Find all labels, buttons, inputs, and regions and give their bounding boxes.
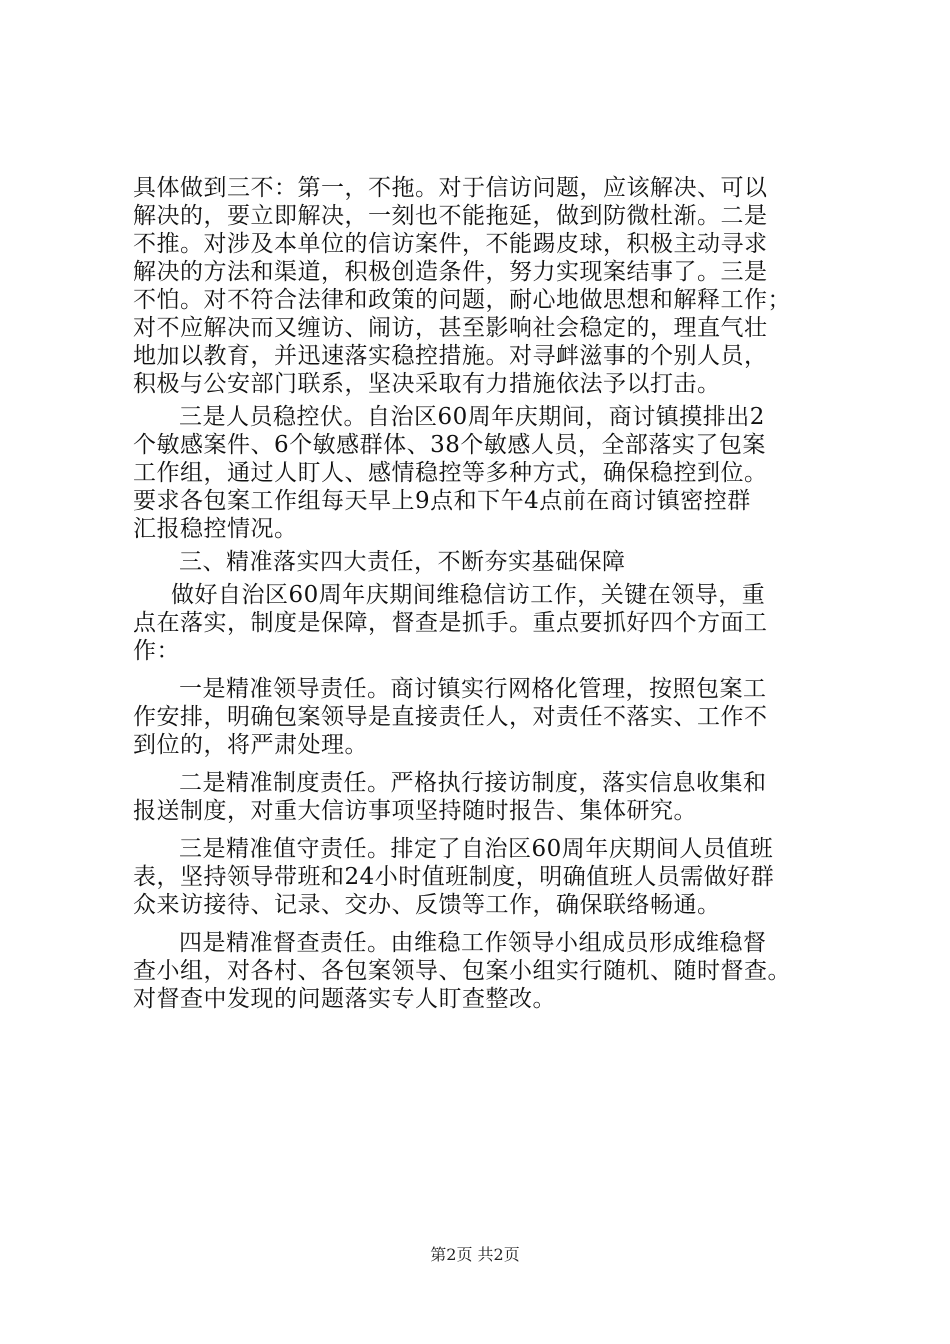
- paragraph-line: 汇报稳控情况。: [133, 516, 298, 542]
- paragraph-line: 作安排，明确包案领导是直接责任人，对责任不落实、工作不: [133, 704, 768, 730]
- paragraph-line: 到位的，将严肃处理。: [133, 732, 368, 758]
- paragraph-line: 二是精准制度责任。严格执行接访制度，落实信息收集和: [179, 770, 767, 796]
- paragraph-line: 众来访接待、记录、交办、反馈等工作，确保联络畅通。: [133, 892, 721, 918]
- document-body: [133, 174, 849, 1013]
- paragraph-line: 点在落实，制度是保障，督查是抓手。重点要抓好四个方面工: [133, 610, 768, 636]
- paragraph-line: 地加以教育，并迅速落实稳控措施。对寻衅滋事的个别人员，: [133, 343, 768, 369]
- paragraph-line: 工作组，通过人盯人、感情稳控等多种方式，确保稳控到位。: [133, 460, 768, 486]
- paragraph-line: 做好自治区60周年庆期间维稳信访工作，关键在领导，重: [171, 582, 766, 608]
- paragraph-line: 三是人员稳控伏。自治区60周年庆期间，商讨镇摸排出2: [179, 404, 765, 430]
- paragraph-line: 解决的方法和渠道，积极创造条件，努力实现案结事了。三是: [133, 259, 768, 285]
- paragraph-line: 三是精准值守责任。排定了自治区60周年庆期间人员值班: [179, 836, 774, 862]
- paragraph-line: 积极与公安部门联系，坚决采取有力措施依法予以打击。: [133, 371, 721, 397]
- section-heading: 三、精准落实四大责任，不断夯实基础保障: [179, 549, 626, 575]
- paragraph-line: 四是精准督查责任。由维稳工作领导小组成员形成维稳督: [179, 930, 767, 956]
- paragraph-line: 要求各包案工作组每天早上9点和下午4点前在商讨镇密控群: [133, 488, 751, 514]
- paragraph-line: 表，坚持领导带班和24小时值班制度，明确值班人员需做好群: [133, 864, 775, 890]
- paragraph-line: 对督查中发现的问题落实专人盯查整改。: [133, 986, 556, 1012]
- page-number: 第2页 共2页: [430, 1245, 520, 1264]
- paragraph-line: 解决的，要立即解决，一刻也不能拖延，做到防微杜渐。二是: [133, 203, 768, 229]
- page-footer: [0, 1245, 950, 1265]
- paragraph-line: 作：: [133, 638, 180, 664]
- paragraph-line: 具体做到三不：第一，不拖。对于信访问题，应该解决、可以: [133, 175, 768, 201]
- paragraph-line: 不怕。对不符合法律和政策的问题，耐心地做思想和解释工作；: [133, 287, 791, 313]
- paragraph-line: 查小组，对各村、各包案领导、包案小组实行随机、随时督查。: [133, 958, 791, 984]
- paragraph-line: 对不应解决而又缠访、闹访，甚至影响社会稳定的，理直气壮: [133, 315, 768, 341]
- paragraph-line: 个敏感案件、6个敏感群体、38个敏感人员，全部落实了包案: [133, 432, 766, 458]
- paragraph-line: 报送制度，对重大信访事项坚持随时报告、集体研究。: [133, 798, 697, 824]
- paragraph-line: 不推。对涉及本单位的信访案件，不能踢皮球，积极主动寻求: [133, 231, 768, 257]
- paragraph-line: 一是精准领导责任。商讨镇实行网格化管理，按照包案工: [179, 676, 767, 702]
